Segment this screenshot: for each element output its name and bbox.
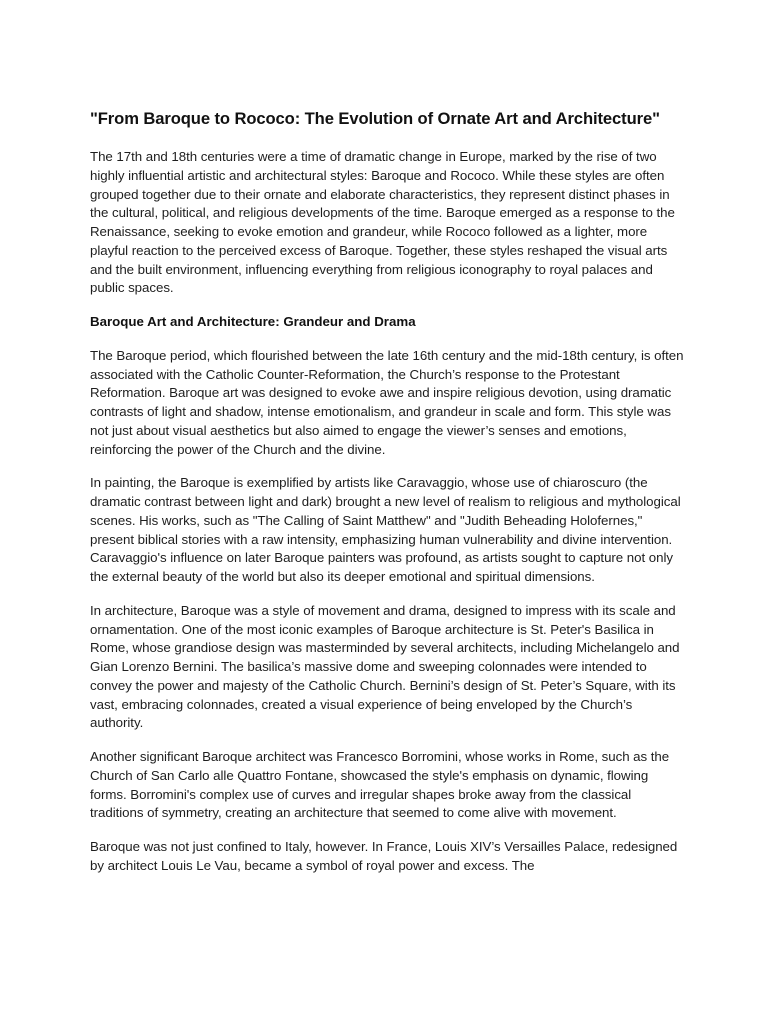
body-paragraph: In architecture, Baroque was a style of movement and drama, designed to impress with its scale and ornamentation. One of the most iconic examples of Baroque architecture is St. Peter's Basilica in Rome, whose grandiose design was masterminded by several architects, including Michelangelo and Gian Lorenzo Bernini. The basilica’s massive dome and sweeping colonnades were intended to convey the power and majesty of the Catholic Church. Bernini’s design of St. Peter’s Square, with its vast, embracing colonnades, created a visual experience of being enveloped by the Church’s authority. — [90, 602, 680, 731]
document-body — [90, 107, 688, 876]
body-paragraph: Another significant Baroque architect was Francesco Borromini, whose works in Rome, such as the Church of San Carlo alle Quattro Fontane, showcased the style's emphasis on dynamic, flowing forms. Borromini's complex use of curves and irregular shapes broke away from the classical traditions of symmetry, creating an architecture that seemed to come alive with movement. — [90, 749, 670, 821]
document-title: "From Baroque to Rococo: The Evolution of Ornate Art and Architecture" — [90, 109, 660, 128]
body-paragraph: The Baroque period, which flourished between the late 16th century and the mid-18th century, is often associated with the Catholic Counter-Reformation, the Church’s response to the Protestant Reformation. Baroque art was designed to evoke awe and inspire religious devotion, using dramatic contrasts of light and shadow, intense emotionalism, and grandeur in scale and form. This style was not just about visual aesthetics but also aimed to engage the viewer’s senses and emotions, reinforcing the power of the Church and the divine. — [90, 347, 684, 457]
body-paragraph: Baroque was not just confined to Italy, however. In France, Louis XIV’s Versailles Palace, redesigned by architect Louis Le Vau, became a symbol of royal power and excess. The — [90, 839, 678, 873]
intro-paragraph: The 17th and 18th centuries were a time of dramatic change in Europe, marked by the rise of two highly influential artistic and architectural styles: Baroque and Rococo. While these styles are often grouped together due to their ornate and elaborate characteristics, they represent distinct phases in the cultural, political, and religious developments of the time. Baroque emerged as a response to the Renaissance, seeking to evoke emotion and grandeur, while Rococo followed as a lighter, more playful reaction to the perceived excess of Baroque. Together, these styles reshaped the visual arts and the built environment, influencing everything from religious iconography to royal palaces and public spaces. — [90, 149, 675, 296]
section-heading: Baroque Art and Architecture: Grandeur and Drama — [90, 314, 416, 329]
body-paragraph: In painting, the Baroque is exemplified by artists like Caravaggio, whose use of chiaroscuro (the dramatic contrast between light and dark) brought a new level of realism to religious and mythological scenes. His works, such as "The Calling of Saint Matthew" and "Judith Beheading Holofernes," present biblical stories with a raw intensity, emphasizing human vulnerability and divine intervention. Caravaggio's influence on later Baroque painters was profound, as artists sought to capture not only the external beauty of the world but also its deeper emotional and spiritual dimensions. — [90, 475, 681, 584]
